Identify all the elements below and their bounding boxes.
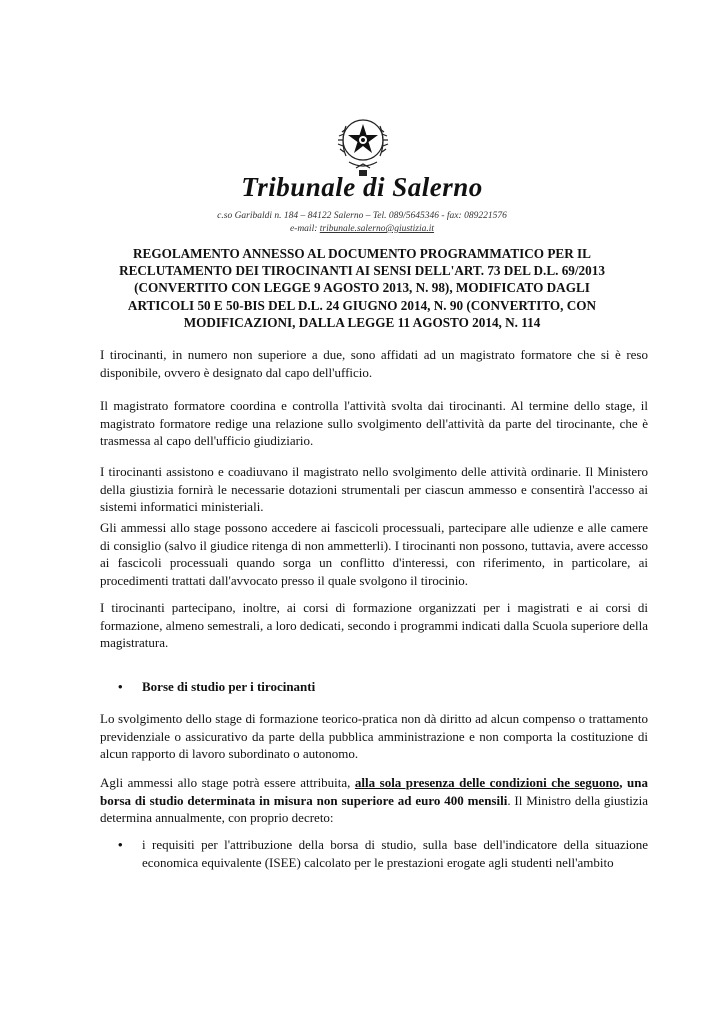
- court-email-line: [0, 224, 724, 234]
- email-link[interactable]: tribunale.salerno@giustizia.it: [319, 224, 435, 234]
- section-heading-text: Borse di studio per i tirocinanti: [142, 679, 316, 694]
- paragraph-6: Lo svolgimento dello stage di formazione teorico-pratica non dà diritto ad alcun compenso o trattamento previdenziale o assicurativo da parte della pubblica amministrazione e non comporta la costituzione di alcun rapporto di lavoro subordinato o autonomo.: [100, 711, 648, 762]
- paragraph-2: Il magistrato formatore coordina e controlla l'attività svolta dai tirocinanti. Al termine dello stage, il magistrato formatore redige una relazione sullo svolgimento dell'attività da parte del tirocinante, che è trasmessa al capo dell'ufficio giudiziario.: [100, 398, 648, 449]
- scholarship-comma: ,: [619, 775, 623, 790]
- bullet-icon: •: [118, 837, 123, 852]
- paragraph-4: Gli ammessi allo stage possono accedere ai fascicoli processuali, partecipare alle udienze e alle camere di consiglio (salvo il giudice ritenga di non ammetterli). I tirocinanti non possono, tuttavia, avere accesso ai fascicoli processuali quando sorga un conflitto d'interessi, con riferimento, in particolare, ai procedimenti trattati dall'avvocato presso il quale svolgono il tirocinio.: [100, 520, 648, 588]
- scholarship-amount: una borsa di studio determinata in misura non superiore ad euro 400 mensili: [100, 775, 648, 808]
- scholarship-intro: Agli ammessi allo stage potrà essere attribuita,: [100, 775, 355, 790]
- paragraph-scholarship: [100, 774, 648, 827]
- list-item: [118, 836, 648, 871]
- scholarship-rest: . Il Ministro della giustizia determina annualmente, con proprio decreto:: [100, 792, 648, 826]
- section-heading: [118, 679, 315, 695]
- paragraph-3: I tirocinanti assistono e coadiuvano il magistrato nello svolgimento delle attività ordinarie. Il Ministero della giustizia fornirà le necessarie dotazioni strumentali per ciascun ammesso e consentirà l'accesso ai sistemi informatici ministeriali.: [100, 464, 648, 515]
- bullet-icon: •: [118, 679, 123, 694]
- scholarship-conditions: alla sola presenza delle condizioni che seguono: [354, 775, 620, 790]
- court-address: c.so Garibaldi n. 184 – 84122 Salerno – Tel. 089/5645346 - fax: 089221576: [217, 211, 507, 221]
- list-item-text: i requisiti per l'attribuzione della borsa di studio, sulla base dell'indicatore della situazione economica equivalente (ISEE) calcolato per le prestazioni erogate agli studenti nell'ambito: [142, 837, 648, 870]
- document-title: REGOLAMENTO ANNESSO AL DOCUMENTO PROGRAMMATICO PER IL RECLUTAMENTO DEI TIROCINANTI AI SENSI DELL'ART. 73 DEL D.L. 69/2013 (CONVERTITO CON LEGGE 9 AGOSTO 2013, N. 98), MODIFICATO DAGLI ARTICOLI 50 E 50-BIS DEL D.L. 24 GIUGNO 2014, N. 90 (CONVERTITO, CON MODIFICAZIONI, DALLA LEGGE 11 AGOSTO 2014, N. 114: [119, 246, 605, 330]
- republic-emblem-icon: [334, 112, 392, 178]
- paragraph-1: I tirocinanti, in numero non superiore a due, sono affidati ad un magistrato formatore che si è reso disponibile, ovvero è designato dal capo dell'ufficio.: [100, 347, 648, 380]
- paragraph-5: I tirocinanti partecipano, inoltre, ai corsi di formazione organizzati per i magistrati e ai corsi di formazione, almeno semestrali, a loro dedicati, secondo i programmi indicati dalla Scuola superiore della magistratura.: [100, 600, 648, 651]
- court-name: Tribunale di Salerno: [241, 172, 483, 202]
- email-label: e-mail:: [289, 224, 320, 234]
